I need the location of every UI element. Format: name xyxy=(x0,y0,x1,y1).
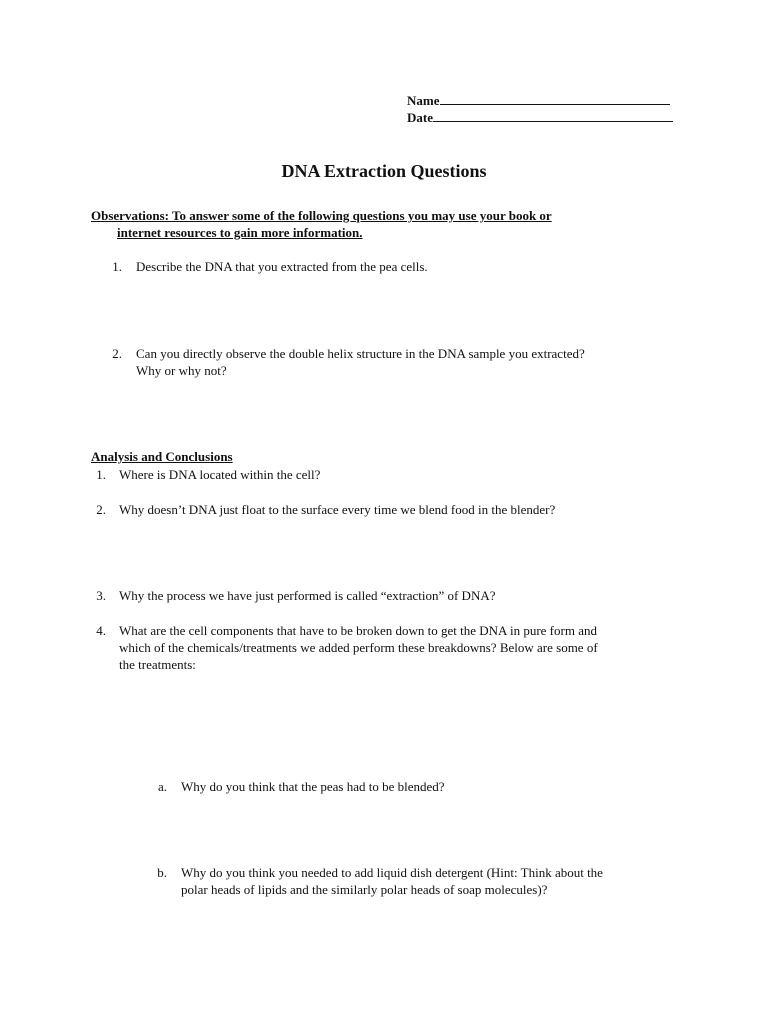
question-number: 2. xyxy=(112,346,122,361)
question-text-line1: Can you directly observe the double helix structure in the DNA sample you extracted? xyxy=(136,346,585,361)
date-field[interactable] xyxy=(407,108,673,126)
date-label: Date xyxy=(407,110,433,125)
question-number: 2. xyxy=(96,502,106,517)
subquestion-text-line2: polar heads of lipids and the similarly polar heads of soap molecules)? xyxy=(181,882,548,897)
page-title: DNA Extraction Questions xyxy=(281,161,487,181)
question-number: 3. xyxy=(96,588,106,603)
question-text: Describe the DNA that you extracted from the pea cells. xyxy=(136,259,428,274)
name-label: Name xyxy=(407,93,440,108)
subquestion-text: Why do you think that the peas had to be blended? xyxy=(181,779,445,794)
date-blank-line[interactable] xyxy=(433,108,673,122)
question-number: 4. xyxy=(96,623,106,638)
name-field[interactable] xyxy=(407,91,670,109)
observations-intro xyxy=(91,207,651,241)
observations-intro-line1: Observations: To answer some of the following questions you may use your book or xyxy=(91,208,552,223)
subquestion-text-line1: Why do you think you needed to add liquid dish detergent (Hint: Think about the xyxy=(181,865,603,880)
analysis-heading: Analysis and Conclusions xyxy=(91,449,233,464)
name-blank-line[interactable] xyxy=(440,91,670,105)
question-text: Where is DNA located within the cell? xyxy=(119,467,321,482)
question-text-line2: Why or why not? xyxy=(136,363,227,378)
question-text-line3: the treatments: xyxy=(119,657,196,672)
question-text-line1: What are the cell components that have to be broken down to get the DNA in pure form and xyxy=(119,623,597,638)
question-number: 1. xyxy=(112,259,122,274)
question-text: Why doesn’t DNA just float to the surface every time we blend food in the blender? xyxy=(119,502,556,517)
question-text-line2: which of the chemicals/treatments we added perform these breakdowns? Below are some of xyxy=(119,640,598,655)
question-text: Why the process we have just performed is called “extraction” of DNA? xyxy=(119,588,496,603)
subquestion-letter: a. xyxy=(157,779,167,794)
observations-intro-line2: internet resources to gain more information. xyxy=(117,225,363,240)
question-number: 1. xyxy=(96,467,106,482)
subquestion-letter: b. xyxy=(157,865,167,880)
